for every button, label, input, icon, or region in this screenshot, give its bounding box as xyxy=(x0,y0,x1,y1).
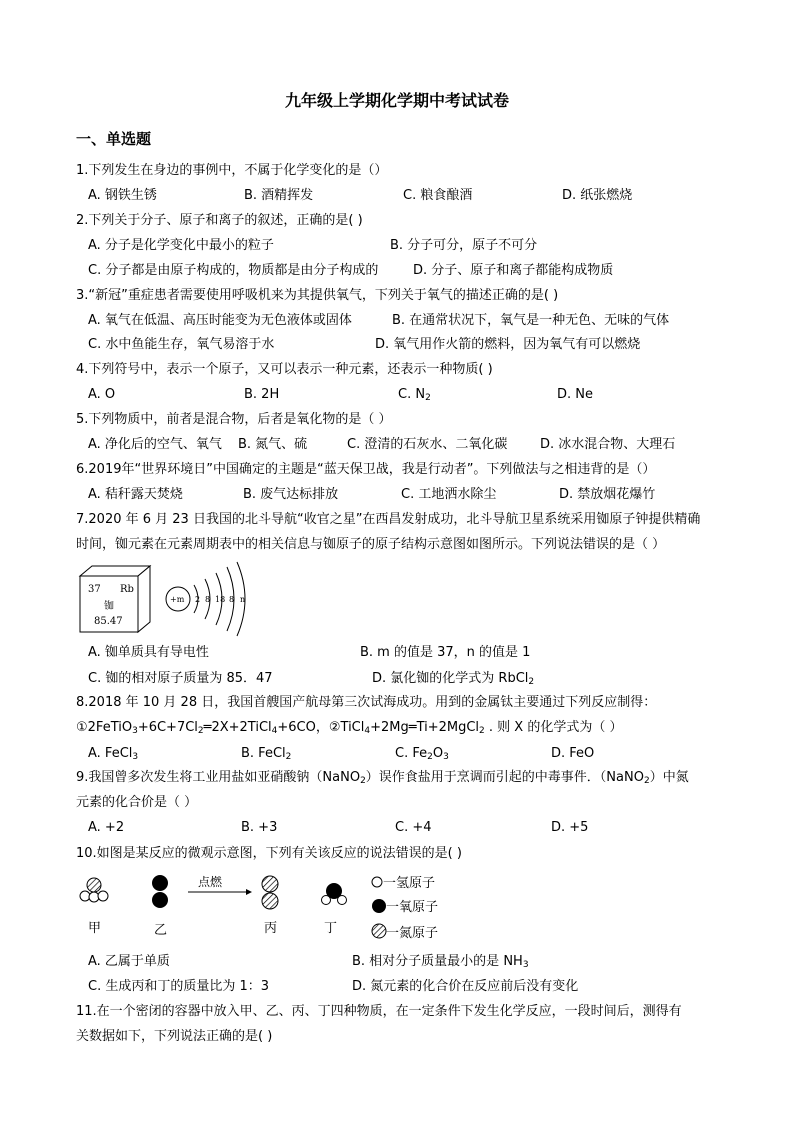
q6-option-c: C. 工地洒水除尘 xyxy=(401,487,497,502)
cell-mass: 85.47 xyxy=(94,616,123,627)
q5-option-b: B. 氮气、硫 xyxy=(238,437,308,452)
question-3-stem: 3.“新冠”重症患者需要使用呼吸机来为其提供氧气，下列关于氧气的描述正确的是( ) xyxy=(76,288,559,303)
reaction-arrow xyxy=(188,874,252,895)
question-1-stem: 1.下列发生在身边的事例中，不属于化学变化的是（） xyxy=(76,163,388,178)
q7-option-b: B. m 的值是 37，n 的值是 1 xyxy=(360,645,531,660)
q5-option-d: D. 冰水混合物、大理石 xyxy=(540,437,676,452)
legend-hydrogen: 一氢原子 xyxy=(383,876,436,891)
molecule-ding xyxy=(322,883,347,905)
question-8-stem-line1: 8.2018 年 10 月 28 日，我国首艘国产航母第三次试海成功。用到的金属钛主要通过下列反应制得： xyxy=(76,695,657,710)
q8-option-d: D. FeO xyxy=(551,746,595,761)
question-9-stem-line1: 9.我国曾多次发生将工业用盐如亚硝酸钠（NaNO$_2$）误作食盐用于烹调而引起的中毒事件．（NaNO$_2$）中氮 xyxy=(76,770,689,786)
q1-option-b: B. 酒精挥发 xyxy=(244,188,314,203)
cell-number: 37 xyxy=(88,584,101,595)
q8-option-b: B. FeCl$_2$ xyxy=(241,746,292,762)
question-2-stem: 2.下列关于分子、原子和离子的叙述，正确的是( ) xyxy=(76,213,363,228)
q8-option-c: C. $Fe_2O_3$ xyxy=(395,746,449,762)
q7-option-d: D. 氯化铷的化学式为 RbCl$_2$ xyxy=(372,671,535,687)
shell-3: 18 xyxy=(215,595,226,604)
q9-option-c: C. +4 xyxy=(395,820,432,835)
q2-option-a: A. 分子是化学变化中最小的粒子 xyxy=(88,238,274,253)
question-4-stem: 4.下列符号中，表示一个原子，又可以表示一种元素，还表示一种物质( ) xyxy=(76,362,493,377)
q9-option-a: A. +2 xyxy=(88,820,125,835)
shell-5: n xyxy=(240,595,246,604)
legend-oxygen: 一氧原子 xyxy=(386,900,439,915)
rubidium-figure xyxy=(74,558,254,638)
label-bing: 丙 xyxy=(264,921,278,936)
q7-option-c: C. 铷的相对原子质量为 85．47 xyxy=(88,671,273,686)
q1-option-c: C. 粮食酿酒 xyxy=(403,188,473,203)
q2-option-b: B. 分子可分，原子不可分 xyxy=(390,238,538,253)
q2-option-d: D. 分子、原子和离子都能构成物质 xyxy=(413,263,614,278)
q1-option-a: A. 钢铁生锈 xyxy=(88,188,157,203)
molecule-yi xyxy=(152,875,168,908)
label-ding: 丁 xyxy=(324,921,338,936)
q6-option-a: A. 秸秆露天焚烧 xyxy=(88,487,183,502)
nucleus-charge: +m xyxy=(170,595,185,604)
shell-4: 8 xyxy=(229,595,235,604)
q8-option-a: A. FeCl$_3$ xyxy=(88,746,139,762)
page-title: 九年级上学期化学期中考试试卷 xyxy=(284,91,509,110)
q10-option-d: D. 氮元素的化合价在反应前后没有变化 xyxy=(352,979,579,994)
q9-option-d: D. +5 xyxy=(551,820,589,835)
question-6-stem: 6.2019年“世界环境日”中国确定的主题是“蓝天保卫战，我是行动者”。下列做法与之相违背的是（） xyxy=(76,462,656,477)
periodic-cell xyxy=(80,566,150,632)
q3-option-b: B. 在通常状况下，氧气是一种无色、无味的气体 xyxy=(392,313,670,328)
question-11-stem-line1: 11.在一个密闭的容器中放入甲、乙、丙、丁四种物质，在一定条件下发生化学反应，一段时间后，测得有 xyxy=(76,1004,682,1019)
molecule-jia xyxy=(80,878,108,902)
q10-option-c: C. 生成丙和丁的质量比为 1：3 xyxy=(88,979,270,994)
label-yi: 乙 xyxy=(154,923,168,938)
shell-1: 2 xyxy=(195,595,201,604)
legend-nitrogen: 一氮原子 xyxy=(386,926,439,941)
question-10-stem: 10.如图是某反应的微观示意图，下列有关该反应的说法错误的是( ) xyxy=(76,846,462,861)
question-9-stem-line2: 元素的化合价是（ ） xyxy=(76,795,198,810)
q7-option-a: A. 铷单质具有导电性 xyxy=(88,645,209,660)
legend xyxy=(372,876,438,941)
reaction-condition: 点燃 xyxy=(198,875,223,889)
q6-option-b: B. 废气达标排放 xyxy=(243,487,339,502)
q3-option-d: D. 氧气用作火箭的燃料，因为氧气有可以燃烧 xyxy=(375,337,641,352)
section-heading: 一、单选题 xyxy=(76,130,152,148)
label-jia: 甲 xyxy=(88,921,102,936)
q4-option-a: A. O xyxy=(88,387,116,402)
question-8-equations: $①2FeTiO_3+6C+7Cl_2═2X+2TiCl_4+6CO$，②TiCl$_4$+2Mg═Ti+2MgCl$_2$ . 则 X 的化学式为（ ） xyxy=(76,720,623,736)
q1-option-d: D. 纸张燃烧 xyxy=(562,188,633,203)
q5-option-c: C. 澄清的石灰水、二氧化碳 xyxy=(347,437,508,452)
molecule-bing xyxy=(262,876,278,909)
question-7-stem-line1: 7.2020 年 6 月 23 日我国的北斗导航“收官之星”在西昌发射成功，北斗导航卫星系统采用铷原子钟提供精确 xyxy=(76,512,701,527)
q5-option-a: A. 净化后的空气、氧气 xyxy=(88,437,222,452)
question-11-stem-line2: 关数据如下，下列说法正确的是( ) xyxy=(76,1029,273,1044)
q3-option-a: A. 氧气在低温、高压时能变为无色液体或固体 xyxy=(88,313,352,328)
q6-option-d: D. 禁放烟花爆竹 xyxy=(559,487,656,502)
shell-2: 8 xyxy=(205,595,211,604)
q10-option-b: B. 相对分子质量最小的是 $NH_3$ xyxy=(352,954,529,970)
q3-option-c: C. 水中鱼能生存，氧气易溶于水 xyxy=(88,337,275,352)
q10-option-a: A. 乙属于单质 xyxy=(88,954,170,969)
q2-option-c: C. 分子都是由原子构成的，物质都是由分子构成的 xyxy=(88,263,379,278)
q4-option-c: C. $N_2$ xyxy=(398,387,431,403)
cell-name: 铷 xyxy=(104,601,114,612)
q4-option-d: D. Ne xyxy=(557,387,593,402)
question-7-stem-line2: 时间，铷元素在元素周期表中的相关信息与铷原子的原子结构示意图如图所示。下列说法错误的是（ ） xyxy=(76,537,666,552)
atom-structure xyxy=(166,562,245,636)
cell-symbol: Rb xyxy=(120,584,134,595)
q4-option-b: B. 2H xyxy=(244,387,280,402)
question-5-stem: 5.下列物质中，前者是混合物，后者是氧化物的是（ ） xyxy=(76,412,392,427)
reaction-micro-diagram xyxy=(78,868,458,942)
q9-option-b: B. +3 xyxy=(241,820,278,835)
